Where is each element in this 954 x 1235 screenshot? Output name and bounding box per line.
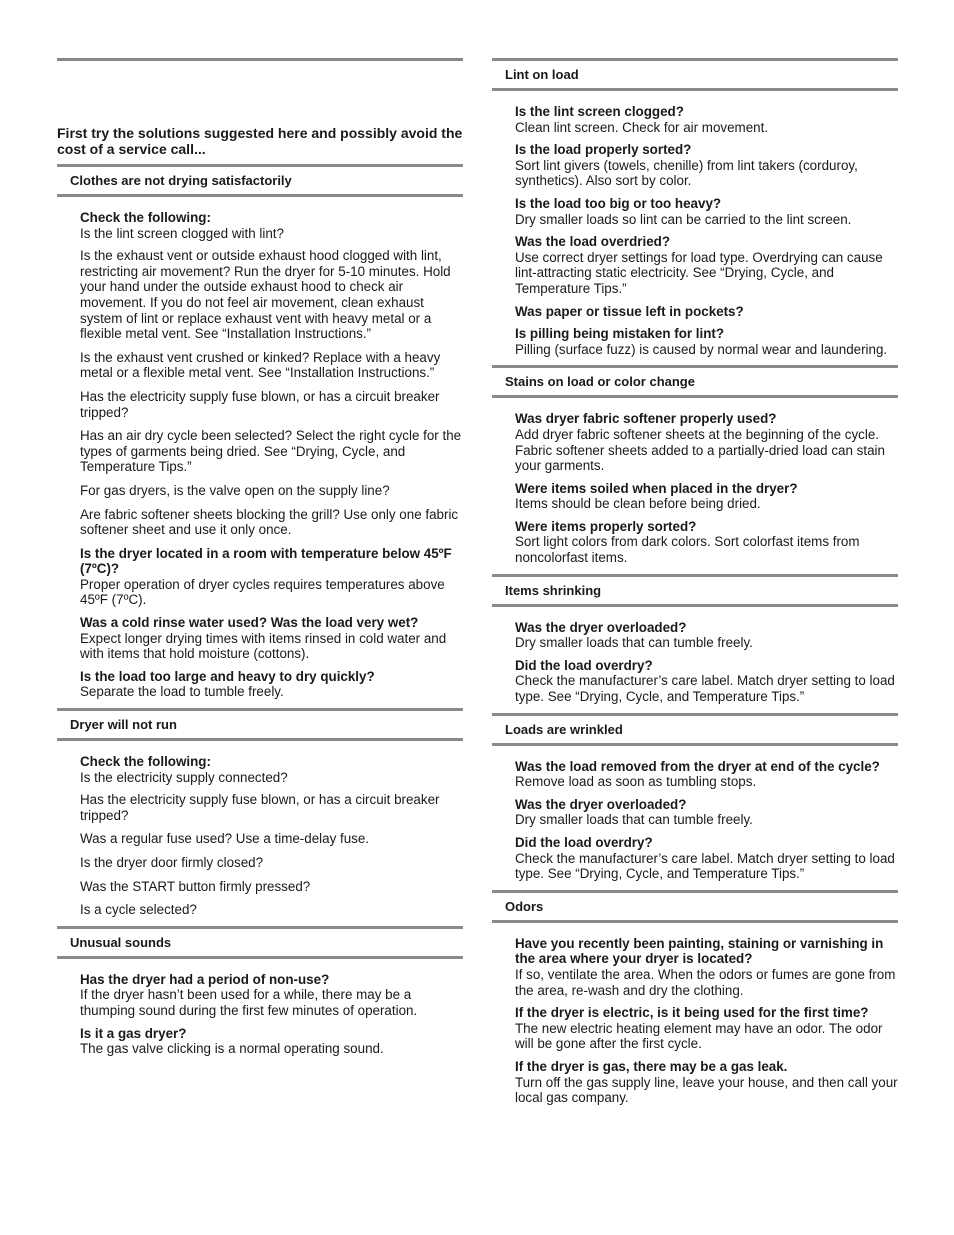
- item-question: Was the dryer overloaded?: [515, 619, 687, 635]
- troubleshooting-item: [80, 389, 463, 420]
- item-question: If the dryer is gas, there may be a gas leak.: [515, 1058, 788, 1074]
- troubleshooting-item: [515, 835, 898, 882]
- item-answer: Are fabric softener sheets blocking the grill? Use only one fabric softener sheet and use it only once.: [80, 506, 459, 538]
- item-question: Has the dryer had a period of non-use?: [80, 971, 330, 987]
- item-question: If the dryer is electric, is it being used for the first time?: [515, 1005, 869, 1021]
- section-heading: Items shrinking: [492, 574, 898, 607]
- item-answer: Separate the load to tumble freely.: [80, 684, 284, 700]
- troubleshooting-item: [515, 519, 898, 566]
- troubleshooting-item: [515, 1005, 898, 1052]
- item-question: Were items soiled when placed in the dryer?: [515, 480, 798, 496]
- item-answer: Is the exhaust vent crushed or kinked? Replace with a heavy metal or a flexible metal vent. See “Installation Instructions.”: [80, 349, 441, 381]
- item-answer: Dry smaller loads that can tumble freely.: [515, 812, 753, 828]
- troubleshooting-item: [515, 326, 898, 357]
- troubleshooting-item: [80, 972, 463, 1019]
- section-body: [57, 741, 463, 918]
- troubleshooting-item: [80, 754, 463, 785]
- troubleshooting-item: [515, 104, 898, 135]
- item-question: Is the load too big or too heavy?: [515, 195, 722, 211]
- section-body: [492, 746, 898, 882]
- item-answer: Add dryer fabric softener sheets at the beginning of the cycle. Fabric softener sheets added to a partially-dried load can stain your garments.: [515, 426, 885, 474]
- item-answer: Use correct dryer settings for load type. Overdrying can cause lint-attracting static electricity. See “Drying, Cycle, and Temperature Tips.”: [515, 249, 883, 296]
- item-answer: Check the manufacturer’s care label. Match dryer setting to load type. See “Drying, Cycle, and Temperature Tips.”: [515, 673, 895, 705]
- item-answer: If so, ventilate the area. When the odors or fumes are gone from the area, re-wash and dry the clothing.: [515, 966, 896, 998]
- item-answer: Turn off the gas supply line, leave your house, and then call your local gas company.: [515, 1074, 898, 1106]
- section-stains-on-load-or-color-change: [492, 365, 898, 565]
- item-answer: Clean lint screen. Check for air movement.: [515, 119, 769, 135]
- troubleshooting-item: [80, 879, 463, 895]
- item-answer: Was a regular fuse used? Use a time-delay fuse.: [80, 831, 370, 847]
- item-question: Was the dryer overloaded?: [515, 796, 687, 812]
- section-body: [57, 197, 463, 700]
- section-body: [57, 959, 463, 1057]
- item-question: Is the lint screen clogged?: [515, 104, 684, 119]
- troubleshooting-item: [80, 546, 463, 608]
- item-answer: Remove load as soon as tumbling stops.: [515, 774, 757, 790]
- item-answer: Is the lint screen clogged with lint?: [80, 225, 284, 241]
- item-question: Did the load overdry?: [515, 657, 653, 673]
- troubleshooting-item: [515, 481, 898, 512]
- section-unusual-sounds: [57, 926, 463, 1057]
- item-question: Did the load overdry?: [515, 835, 653, 850]
- troubleshooting-item: [80, 483, 463, 499]
- troubleshooting-item: [515, 797, 898, 828]
- troubleshooting-item: [80, 1026, 463, 1057]
- item-answer: Was the START button firmly pressed?: [80, 878, 311, 894]
- item-answer: Pilling (surface fuzz) is caused by normal wear and laundering.: [515, 341, 888, 357]
- section-dryer-will-not-run: [57, 708, 463, 918]
- item-answer: Sort lint givers (towels, chenille) from lint takers (corduroy, synthetics). Also sort by color.: [515, 157, 858, 189]
- section-items-shrinking: [492, 574, 898, 705]
- troubleshooting-item: [515, 411, 898, 473]
- item-question: Was the load removed from the dryer at end of the cycle?: [515, 758, 880, 774]
- troubleshooting-item: [515, 234, 898, 296]
- item-question: Check the following:: [80, 210, 211, 225]
- troubleshooting-item: [80, 792, 463, 823]
- item-answer: Is a cycle selected?: [80, 902, 197, 918]
- troubleshooting-item: [515, 936, 898, 998]
- item-answer: Dry smaller loads that can tumble freely.: [515, 635, 753, 651]
- troubleshooting-item: [515, 1059, 898, 1106]
- item-question: Is pilling being mistaken for lint?: [515, 326, 725, 342]
- troubleshooting-item: [80, 507, 463, 538]
- section-body: [492, 91, 898, 357]
- section-heading: Dryer will not run: [57, 708, 463, 741]
- item-question: Was a cold rinse water used? Was the load very wet?: [80, 615, 419, 631]
- section-heading: Clothes are not drying satisfactorily: [57, 164, 463, 197]
- section-heading: Odors: [492, 890, 898, 923]
- troubleshooting-item: [80, 831, 463, 847]
- item-question: Was the load overdried?: [515, 234, 671, 250]
- troubleshooting-item: [515, 142, 898, 189]
- item-answer: Is the dryer door firmly closed?: [80, 855, 264, 870]
- section-body: [492, 923, 898, 1106]
- item-answer: For gas dryers, is the valve open on the supply line?: [80, 482, 390, 498]
- item-answer: Has the electricity supply fuse blown, or has a circuit breaker tripped?: [80, 388, 440, 420]
- left-sections: [57, 164, 463, 1057]
- section-odors: [492, 890, 898, 1106]
- troubleshooting-item: [515, 658, 898, 705]
- section-body: [492, 398, 898, 565]
- troubleshooting-item: [80, 615, 463, 662]
- right-sections: [492, 58, 898, 1106]
- troubleshooting-item: [80, 428, 463, 475]
- section-loads-are-wrinkled: [492, 713, 898, 882]
- item-question: Check the following:: [80, 754, 211, 770]
- section-heading: Stains on load or color change: [492, 365, 898, 398]
- item-answer: Items should be clean before being dried.: [515, 496, 761, 512]
- troubleshooting-item: [80, 350, 463, 381]
- item-answer: Sort light colors from dark colors. Sort colorfast items from noncolorfast items.: [515, 534, 860, 566]
- troubleshooting-item: [515, 759, 898, 790]
- top-rule: [57, 58, 463, 61]
- troubleshooting-item: [515, 196, 898, 227]
- section-body: [492, 607, 898, 705]
- left-column: [57, 58, 463, 1064]
- item-question: Were items properly sorted?: [515, 518, 697, 534]
- section-heading: Unusual sounds: [57, 926, 463, 959]
- troubleshooting-item: [80, 210, 463, 241]
- troubleshooting-item: [80, 902, 463, 918]
- troubleshooting-item: [80, 669, 463, 700]
- item-question: Is the dryer located in a room with temperature below 45ºF (7ºC)?: [80, 545, 452, 577]
- item-answer: Proper operation of dryer cycles requires temperatures above 45ºF (7ºC).: [80, 576, 445, 608]
- section-heading: Loads are wrinkled: [492, 713, 898, 746]
- item-answer: The new electric heating element may have an odor. The odor will be gone after the first cycle.: [515, 1020, 883, 1052]
- troubleshooting-item: [80, 855, 463, 871]
- item-answer: Is the electricity supply connected?: [80, 769, 288, 785]
- item-question: Is the load properly sorted?: [515, 142, 692, 158]
- section-clothes-are-not-drying-satisfactorily: [57, 164, 463, 700]
- item-answer: If the dryer hasn’t been used for a while, there may be a thumping sound during the first few minutes of operation.: [80, 987, 418, 1018]
- item-question: Have you recently been painting, staining or varnishing in the area where your dryer is located?: [515, 935, 884, 967]
- item-answer: The gas valve clicking is a normal operating sound.: [80, 1041, 384, 1057]
- troubleshooting-item: [80, 248, 463, 342]
- right-column: [492, 58, 898, 1113]
- troubleshooting-item: [515, 304, 898, 320]
- item-answer: Has an air dry cycle been selected? Select the right cycle for the types of garments being dried. See “Drying, Cycle, and Temperature Tips.”: [80, 428, 462, 475]
- item-answer: Has the electricity supply fuse blown, or has a circuit breaker tripped?: [80, 792, 440, 823]
- item-question: Was dryer fabric softener properly used?: [515, 411, 777, 427]
- item-answer: Check the manufacturer’s care label. Match dryer setting to load type. See “Drying, Cycle, and Temperature Tips.”: [515, 850, 895, 882]
- item-question: Is it a gas dryer?: [80, 1025, 187, 1041]
- item-answer: Expect longer drying times with items rinsed in cold water and with items that hold moisture (cottons).: [80, 630, 447, 662]
- item-answer: Is the exhaust vent or outside exhaust hood clogged with lint, restricting air movement? Run the dryer for 5-10 minutes. Hold your hand under the outside exhaust hood to check air movement. If you do not feel air movement, clean exhaust system of lint or replace exhaust vent with heavy metal or a flexible metal vent. See “Installation Instructions.”: [80, 248, 451, 342]
- item-answer: Dry smaller loads so lint can be carried to the lint screen.: [515, 211, 852, 227]
- section-heading: Lint on load: [492, 58, 898, 91]
- intro-text: First try the solutions suggested here and possibly avoid the cost of a service call...: [57, 125, 463, 157]
- item-question: Is the load too large and heavy to dry quickly?: [80, 668, 375, 684]
- section-lint-on-load: [492, 58, 898, 357]
- troubleshooting-item: [515, 620, 898, 651]
- item-question: Was paper or tissue left in pockets?: [515, 303, 744, 319]
